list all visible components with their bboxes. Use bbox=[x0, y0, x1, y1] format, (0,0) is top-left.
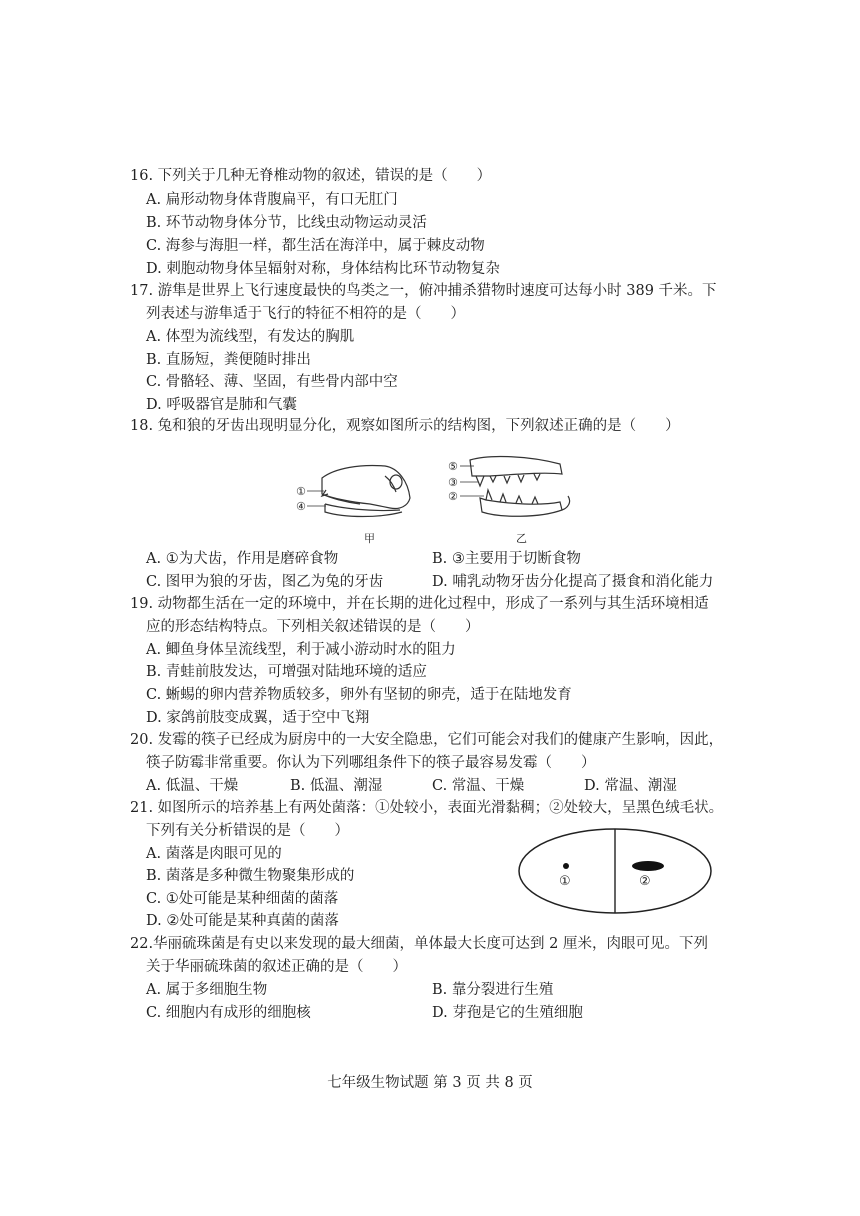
q19-stem-line2: 应的形态结构特点。下列相关叙述错误的是（ ） bbox=[146, 619, 480, 635]
q22-stem-line1: 22.华丽硫珠菌是有史以来发现的最大细菌，单体最大长度可达到 2 厘米，肉眼可见。下列 bbox=[130, 936, 708, 952]
yi-label-5: ⑤ bbox=[448, 460, 458, 473]
teeth-figure bbox=[290, 446, 580, 546]
colony-2-blob bbox=[632, 861, 664, 871]
yi-label-3: ③ bbox=[448, 476, 458, 489]
colony-2-label: ② bbox=[639, 874, 651, 889]
q20-option-c: C. 常温、干燥 bbox=[432, 778, 525, 794]
q16-option-d: D. 刺胞动物身体呈辐射对称，身体结构比环节动物复杂 bbox=[146, 261, 500, 277]
q18-stem: 18. 兔和狼的牙齿出现明显分化，观察如图所示的结构图，下列叙述正确的是（ ） bbox=[130, 418, 680, 434]
q18-option-b: B. ③主要用于切断食物 bbox=[432, 551, 581, 567]
q16-stem: 16. 下列关于几种无脊椎动物的叙述，错误的是（ ） bbox=[130, 168, 492, 184]
q21-stem-line2: 下列有关分析错误的是（ ） bbox=[146, 823, 349, 839]
yi-caption: 乙 bbox=[516, 532, 527, 545]
petri-dish-figure bbox=[515, 826, 715, 916]
q22-option-c: C. 细胞内有成形的细胞核 bbox=[146, 1005, 311, 1021]
jia-label-1: ① bbox=[296, 485, 306, 498]
q17-option-a: A. 体型为流线型，有发达的胸肌 bbox=[146, 329, 355, 345]
q19-option-b: B. 青蛙前肢发达，可增强对陆地环境的适应 bbox=[146, 664, 427, 680]
q17-option-b: B. 直肠短，粪便随时排出 bbox=[146, 352, 311, 368]
q21-option-a: A. 菌落是肉眼可见的 bbox=[146, 846, 282, 862]
q16-option-c: C. 海参与海胆一样，都生活在海洋中，属于棘皮动物 bbox=[146, 238, 485, 254]
q17-stem-line2: 列表述与游隼适于飞行的特征不相符的是（ ） bbox=[146, 306, 465, 322]
wolf-jaw-diagram bbox=[470, 457, 570, 517]
q17-option-c: C. 骨骼轻、薄、坚固，有些骨内部中空 bbox=[146, 374, 398, 390]
q20-option-a: A. 低温、干燥 bbox=[146, 778, 239, 794]
q18-option-c: C. 图甲为狼的牙齿，图乙为兔的牙齿 bbox=[146, 574, 384, 590]
q17-stem-line1: 17. 游隼是世界上飞行速度最快的鸟类之一，俯冲捕杀猎物时速度可达每小时 389 千米。下 bbox=[130, 283, 717, 299]
jia-caption: 甲 bbox=[364, 532, 375, 545]
q21-option-c: C. ①处可能是某种细菌的菌落 bbox=[146, 891, 339, 907]
q20-option-b: B. 低温、潮湿 bbox=[290, 778, 383, 794]
q20-option-d: D. 常温、潮湿 bbox=[584, 778, 677, 794]
q18-option-d: D. 哺乳动物牙齿分化提高了摄食和消化能力 bbox=[432, 574, 714, 590]
q16-option-b: B. 环节动物身体分节，比线虫动物运动灵活 bbox=[146, 215, 427, 231]
q16-option-a: A. 扁形动物身体背腹扁平，有口无肛门 bbox=[146, 192, 398, 208]
q20-stem-line2: 筷子防霉非常重要。你认为下列哪组条件下的筷子最容易发霉（ ） bbox=[146, 755, 596, 771]
q19-option-d: D. 家鸽前肢变成翼，适于空中飞翔 bbox=[146, 710, 370, 726]
q22-stem-line2: 关于华丽硫珠菌的叙述正确的是（ ） bbox=[146, 959, 407, 975]
q21-option-d: D. ②处可能是某种真菌的菌落 bbox=[146, 913, 339, 929]
q20-stem-line1: 20. 发霉的筷子已经成为厨房中的一大安全隐患，它们可能会对我们的健康产生影响，因此， bbox=[130, 732, 724, 748]
q22-option-a: A. 属于多细胞生物 bbox=[146, 982, 268, 998]
q22-option-b: B. 靠分裂进行生殖 bbox=[432, 982, 554, 998]
colony-1-dot bbox=[563, 863, 569, 869]
q19-stem-line1: 19. 动物都生活在一定的环境中，并在长期的进化过程中，形成了一系列与其生活环境相适 bbox=[130, 596, 709, 612]
q18-option-a: A. ①为犬齿，作用是磨碎食物 bbox=[146, 551, 339, 567]
colony-1-label: ① bbox=[559, 874, 571, 889]
yi-label-2: ② bbox=[448, 490, 458, 503]
q22-option-d: D. 芽孢是它的生殖细胞 bbox=[432, 1005, 583, 1021]
q19-option-a: A. 鲫鱼身体呈流线型，利于减小游动时水的阻力 bbox=[146, 642, 456, 658]
q21-stem-line1: 21. 如图所示的培养基上有两处菌落：①处较小，表面光滑黏稠；②处较大，呈黑色绒毛状。 bbox=[130, 800, 724, 816]
jia-label-4: ④ bbox=[296, 500, 306, 513]
q21-option-b: B. 菌落是多种微生物聚集形成的 bbox=[146, 868, 355, 884]
q19-option-c: C. 蜥蜴的卵内营养物质较多，卵外有坚韧的卵壳，适于在陆地发育 bbox=[146, 687, 572, 703]
q17-option-d: D. 呼吸器官是肺和气囊 bbox=[146, 397, 297, 413]
page-footer: 七年级生物试题 第 3 页 共 8 页 bbox=[327, 1075, 533, 1091]
rabbit-skull-diagram bbox=[322, 466, 410, 517]
